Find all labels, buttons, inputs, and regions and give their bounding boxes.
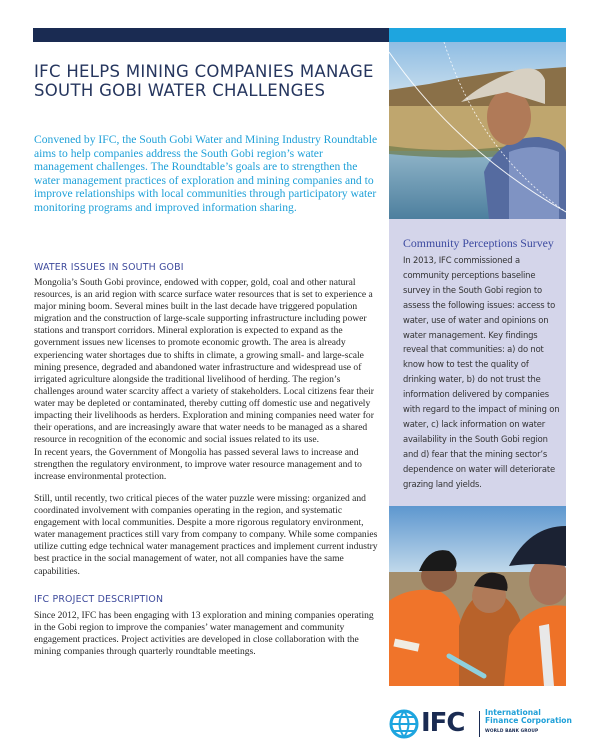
lead-paragraph: Convened by IFC, the South Gobi Water and Mining Industry Roundtable aims to help companies address the South Gobi region’s water management challenges. The Roundtable’s goals are to strengthen the water management practices of exploration and mining companies and to improve relationships with local communities through participatory water monitoring programs and improved information sharing. [34, 133, 378, 214]
body-paragraph: Mongolia’s South Gobi province, endowed with copper, gold, coal and other natural resources, is an arid region with scarce surface water resources that is set to experience a major mining boom. Several mines built in the last decade have triggered population migration and the construction of large-scale supporting infrastructure including power stations and transport corridors. Mineral exploration is expected to expand as the government issues new licenses to promote economic growth. The area is already experiencing water shortages due to shifts in climate, a growing small- and large-scale mining presence, degraded and abandoned water infrastructure and widespread use of irrigated agriculture alongside the traditional livelihood of herding. The region’s challenges around water scarcity affect a variety of stakeholders. Local citizens fear their water may be depleted or contaminated, thereby cutting off domestic use and negatively impacting their livelihoods as herders. Exploration and mining companies need water for their operations, and are increasingly aware that water needs to be managed as a shared resource in recognition of the economic and social issues related to its use. [34, 277, 374, 446]
sidebar-box [389, 219, 566, 506]
photo-workers-testing-water [389, 506, 566, 686]
page-title: IFC HELPS MINING COMPANIES MANAGE SOUTH GOBI WATER CHALLENGES [34, 62, 374, 100]
logo-divider [479, 711, 480, 737]
header-bar-navy [33, 28, 389, 42]
world-bank-globe-icon [389, 707, 419, 741]
body-paragraph: In recent years, the Government of Mongolia has passed several laws to increase and strengthen the regulatory environment, to improve water resource management and to increase environmental protection. [34, 447, 362, 483]
header-bar-blue [389, 28, 566, 42]
body-paragraph: Since 2012, IFC has been engaging with 13 exploration and mining companies operating in the Gobi region to improve the companies’ water management and community engagement practices. Project activities are developed in close collaboration with the mining companies through quarterly roundtable meetings. [34, 610, 374, 658]
ifc-logo [389, 706, 572, 742]
sidebar-text: In 2013, IFC commissioned a community perceptions baseline survey in the South Gobi region to assess the following issues: access to water, use of water and opinions on water management. Key findings reveal that communities: a) do not know how to test the quality of drinking water, b) do not trust the information delivered by companies with regard to the impact of mining on water, c) lack information on water availability in the South Gobi region and d) fear that the mining sector’s dependence on water will deteriorate grazing land yields. [403, 255, 560, 489]
section-heading-project-description: IFC PROJECT DESCRIPTION [34, 594, 164, 605]
logo-group: WORLD BANK GROUP [485, 729, 539, 734]
body-paragraph: Still, until recently, two critical pieces of the water puzzle were missing: organized and coordinated involvement with companies operating in the region, and systematic engagement with local communities. Despite a more rigorous regulatory environment, water management practices still vary from company to company. While some companies utilize cutting edge technical water management practices and implement current industry best practice in the social management of water, not all companies have the same capabilities. [34, 493, 378, 577]
logo-mark-ifc: IFC [421, 708, 465, 738]
logo-name-line1: International [485, 708, 541, 717]
section-heading-water-issues: WATER ISSUES IN SOUTH GOBI [34, 262, 184, 273]
logo-name-line2: Finance Corporation [485, 716, 572, 726]
logo-name [485, 709, 572, 726]
sidebar-title: Community Perceptions Survey [403, 236, 554, 250]
photo-man-by-water [389, 42, 566, 219]
